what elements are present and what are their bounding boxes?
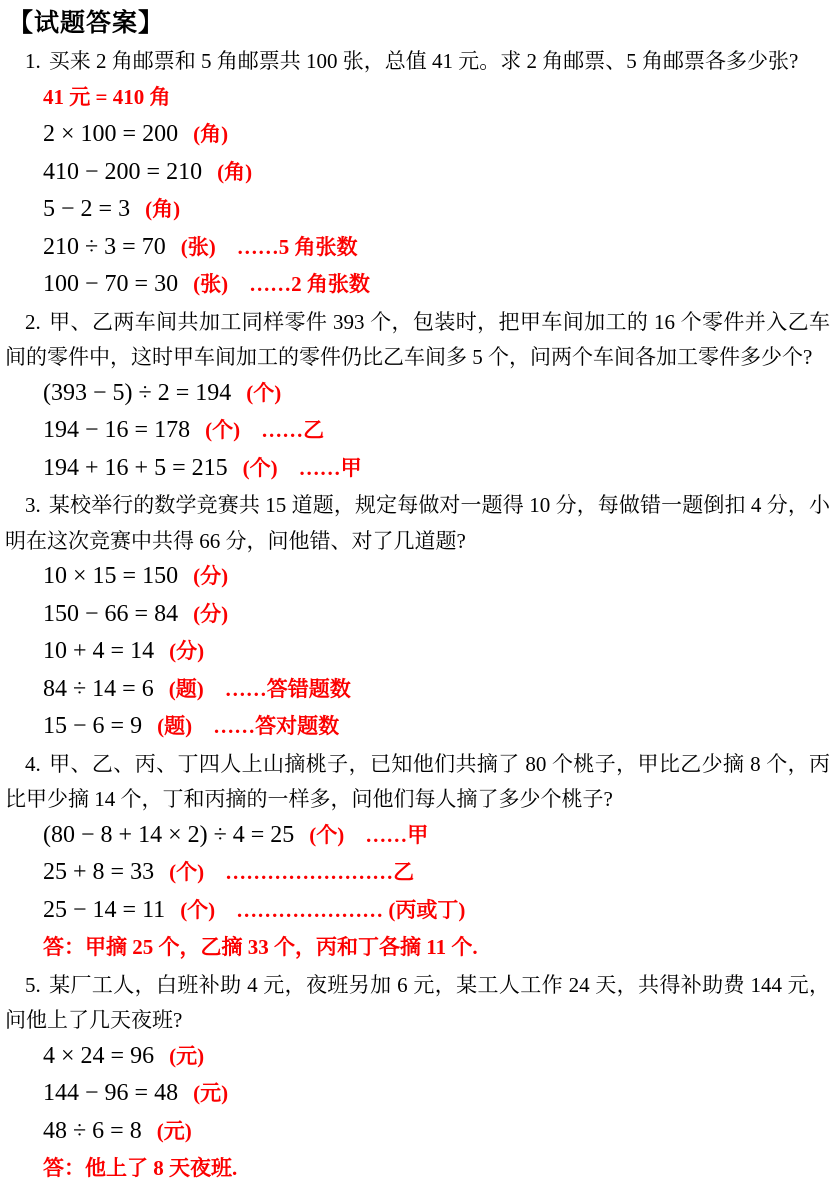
solution-step <box>5 818 830 856</box>
answer-annotation: (个) ………………… (丙或丁) <box>180 897 466 922</box>
answer-annotation: 41 元 = 410 角 <box>43 84 171 109</box>
answer-annotation: (张) ……5 角张数 <box>180 234 358 259</box>
equation: 15 − 6 = 9 <box>43 713 143 739</box>
answer-annotation: (题) ……答错题数 <box>168 676 351 701</box>
equation: 2 × 100 = 200 <box>43 121 179 147</box>
answer-annotation: (个) <box>246 380 282 405</box>
solution-step <box>5 192 830 230</box>
solution-step <box>5 1039 830 1077</box>
problem-number: 2. <box>25 309 41 334</box>
solution-step <box>5 1076 830 1114</box>
solution-step <box>5 709 830 747</box>
answer-annotation: (个) ……………………乙 <box>169 860 415 884</box>
solution-step <box>5 855 830 893</box>
problem-text: 买来 2 角邮票和 5 角邮票共 100 张，总值 41 元。求 2 角邮票、5 角邮票各多少张? <box>48 49 799 73</box>
problem-text: 甲、乙两车间共加工同样零件 393 个，包装时，把甲车间加工的 16 个零件并入乙车间的零件中，这时甲车间加工的零件仍比乙车间多 5 个，问两个车间各加工零件多少个? <box>5 309 830 369</box>
problem-text: 某厂工人，白班补助 4 元，夜班另加 6 元，某工人工作 24 天，共得补助费 144 元，问他上了几天夜班? <box>5 972 830 1032</box>
page-title: 【试题答案】 <box>8 10 165 37</box>
problem-number: 5. <box>25 972 41 997</box>
answer-annotation: (张) ……2 角张数 <box>193 272 370 296</box>
solution-step <box>5 413 830 451</box>
answer-annotation: (元) <box>169 1043 205 1068</box>
problem-3 <box>5 488 830 747</box>
solution-step <box>5 80 830 118</box>
problem-3-question <box>5 488 830 559</box>
answer-annotation: (元) <box>193 1081 229 1105</box>
solution-step <box>5 893 830 931</box>
problem-1 <box>5 44 830 305</box>
answer-annotation: 答：甲摘 25 个，乙摘 33 个，丙和丁各摘 11 个. <box>43 935 478 959</box>
equation: 25 + 8 = 33 <box>43 859 155 885</box>
problem-number: 1. <box>25 49 41 73</box>
answer-annotation: 答：他上了 8 天夜班. <box>43 1156 238 1180</box>
solution-step <box>5 230 830 268</box>
problem-text: 甲、乙、丙、丁四人上山摘桃子，已知他们共摘了 80 个桃子，甲比乙少摘 8 个，丙比甲少摘 14 个，丁和丙摘的一样多，问他们每人摘了多少个桃子? <box>5 751 830 811</box>
solution-step <box>5 597 830 635</box>
equation: 4 × 24 = 96 <box>43 1042 155 1069</box>
solution-step <box>5 117 830 155</box>
answer-annotation: (分) <box>193 601 229 626</box>
answer-annotation: (个) ……甲 <box>309 822 429 847</box>
problem-text: 某校举行的数学竞赛共 15 道题，规定每做对一题得 10 分，每做错一题倒扣 4 分，小明在这次竞赛中共得 66 分，问他错、对了几道题? <box>5 493 830 553</box>
problem-number: 4. <box>25 751 41 776</box>
equation: (80 − 8 + 14 × 2) ÷ 4 = 25 <box>43 821 295 848</box>
equation: 10 + 4 = 14 <box>43 638 155 664</box>
equation: 410 − 200 = 210 <box>43 158 203 185</box>
answer-annotation: (分) <box>169 639 205 663</box>
solution-step <box>5 267 830 305</box>
problem-5 <box>5 968 830 1189</box>
equation: 150 − 66 = 84 <box>43 600 179 627</box>
final-answer <box>5 930 830 968</box>
equation: 210 ÷ 3 = 70 <box>43 233 166 260</box>
problem-5-question <box>5 968 830 1039</box>
equation: 48 ÷ 6 = 8 <box>43 1117 142 1144</box>
answer-annotation: (角) <box>217 159 253 184</box>
final-answer <box>5 1151 830 1189</box>
equation: 144 − 96 = 48 <box>43 1080 179 1106</box>
equation: 194 − 16 = 178 <box>43 417 191 443</box>
solution-step <box>5 672 830 710</box>
problem-4 <box>5 747 830 968</box>
equation: 25 − 14 = 11 <box>43 896 166 923</box>
answer-annotation: (题) ……答对题数 <box>157 714 340 738</box>
problem-1-question <box>5 44 830 80</box>
solution-step <box>5 634 830 672</box>
equation: 194 + 16 + 5 = 215 <box>43 454 228 481</box>
problem-number: 3. <box>25 493 41 517</box>
problem-2 <box>5 305 830 489</box>
equation: 84 ÷ 14 = 6 <box>43 675 154 702</box>
answer-annotation: (角) <box>145 197 181 221</box>
problem-4-question <box>5 747 830 818</box>
answer-annotation: (个) ……乙 <box>205 418 325 442</box>
problem-2-question <box>5 305 830 376</box>
solution-step <box>5 376 830 414</box>
solution-step <box>5 1114 830 1152</box>
solution-step <box>5 559 830 597</box>
answer-annotation: (角) <box>193 122 229 146</box>
equation: 100 − 70 = 30 <box>43 271 179 297</box>
equation: 10 × 15 = 150 <box>43 563 179 589</box>
solution-step <box>5 155 830 193</box>
answer-annotation: (分) <box>193 564 229 588</box>
answer-annotation: (元) <box>156 1118 192 1143</box>
equation: (393 − 5) ÷ 2 = 194 <box>43 379 232 406</box>
answer-annotation: (个) ……甲 <box>242 455 362 480</box>
equation: 5 − 2 = 3 <box>43 196 131 222</box>
solution-step <box>5 451 830 489</box>
